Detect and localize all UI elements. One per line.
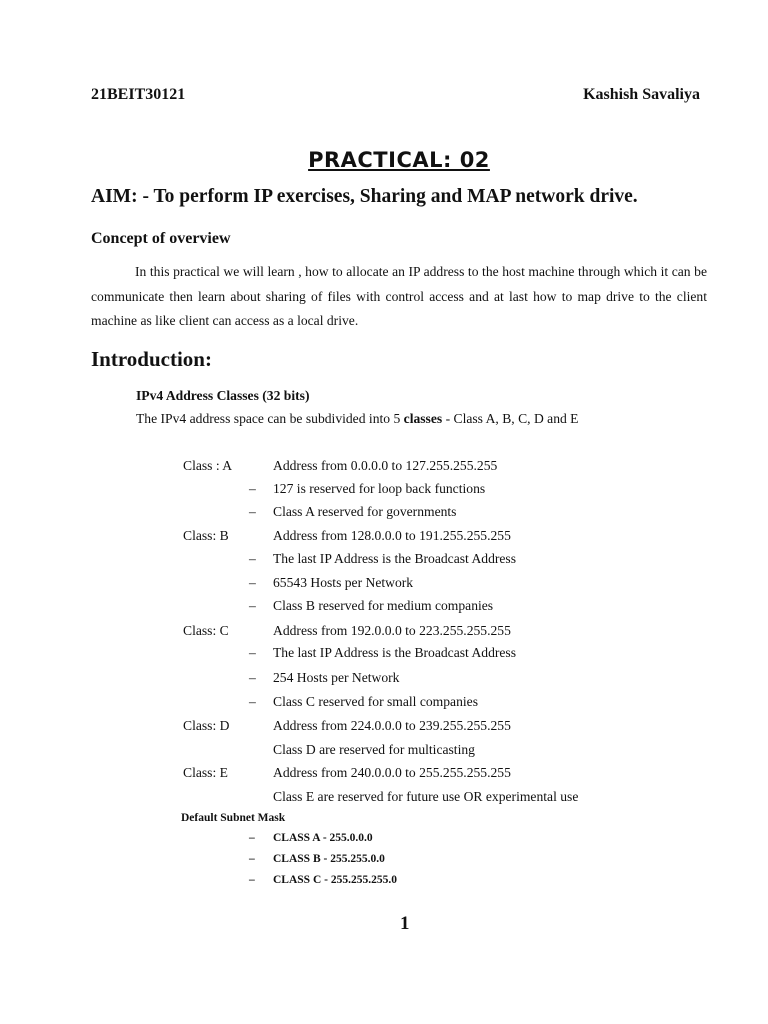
ipv4-text-after: - Class A, B, C, D and E <box>442 411 579 426</box>
concept-heading: Concept of overview <box>91 230 231 247</box>
roll-number: 21BEIT30121 <box>91 86 186 103</box>
class-row-text: Address from 128.0.0.0 to 191.255.255.255 <box>273 528 511 543</box>
list-dash: – <box>249 551 256 566</box>
class-row-text: 254 Hosts per Network <box>273 670 400 685</box>
ipv4-text-before: The IPv4 address space can be subdivided into 5 <box>136 411 404 426</box>
class-row-text: Address from 224.0.0.0 to 239.255.255.255 <box>273 718 511 733</box>
list-dash: – <box>249 832 255 844</box>
class-row-text: 127 is reserved for loop back functions <box>273 481 486 496</box>
student-name: Kashish Savaliya <box>583 86 700 103</box>
ipv4-description <box>136 411 579 427</box>
class-row-text: Class A reserved for governments <box>273 504 457 519</box>
list-dash: – <box>249 645 256 660</box>
class-label: Class: D <box>183 718 230 733</box>
subnet-item-text: CLASS C - 255.255.255.0 <box>273 874 397 886</box>
class-row-text: Address from 240.0.0.0 to 255.255.255.255 <box>273 765 511 780</box>
class-row-text: Address from 0.0.0.0 to 127.255.255.255 <box>273 458 498 473</box>
class-label: Class: C <box>183 623 229 638</box>
class-row-text: Class C reserved for small companies <box>273 694 478 709</box>
list-dash: – <box>249 598 256 613</box>
list-dash: – <box>249 575 256 590</box>
introduction-heading: Introduction: <box>91 347 212 371</box>
class-row-text: 65543 Hosts per Network <box>273 575 414 590</box>
class-row-text: The last IP Address is the Broadcast Address <box>273 645 517 660</box>
list-dash: – <box>249 853 255 865</box>
class-label: Class : A <box>183 458 233 473</box>
class-label: Class: E <box>183 765 228 780</box>
ipv4-text-bold: classes <box>403 411 443 426</box>
concept-text: In this practical we will learn , how to allocate an IP address to the host machine through which it can be communicate then learn about sharing of files with control access and at last how to map drive to the client machine as like client can access as a local drive. <box>91 264 707 328</box>
class-label: Class: B <box>183 528 229 543</box>
list-dash: – <box>249 874 255 886</box>
class-row-text: Class B reserved for medium companies <box>273 598 494 613</box>
subnet-item-text: CLASS A - 255.0.0.0 <box>273 832 373 844</box>
subnet-item-text: CLASS B - 255.255.0.0 <box>273 853 385 865</box>
concept-paragraph <box>91 260 707 334</box>
page-title: PRACTICAL: 02 <box>308 148 490 172</box>
class-row-text: Class D are reserved for multicasting <box>273 742 475 757</box>
list-dash: – <box>249 694 256 709</box>
class-row-text: Class E are reserved for future use OR experimental use <box>273 789 579 804</box>
subnet-heading: Default Subnet Mask <box>181 812 286 824</box>
class-row-text: The last IP Address is the Broadcast Address <box>273 551 517 566</box>
ipv4-heading: IPv4 Address Classes (32 bits) <box>136 388 310 403</box>
class-row-text: Address from 192.0.0.0 to 223.255.255.255 <box>273 623 511 638</box>
list-dash: – <box>249 504 256 519</box>
aim-statement: AIM: - To perform IP exercises, Sharing and MAP network drive. <box>91 186 638 207</box>
list-dash: – <box>249 481 256 496</box>
list-dash: – <box>249 670 256 685</box>
page-number: 1 <box>400 913 410 934</box>
